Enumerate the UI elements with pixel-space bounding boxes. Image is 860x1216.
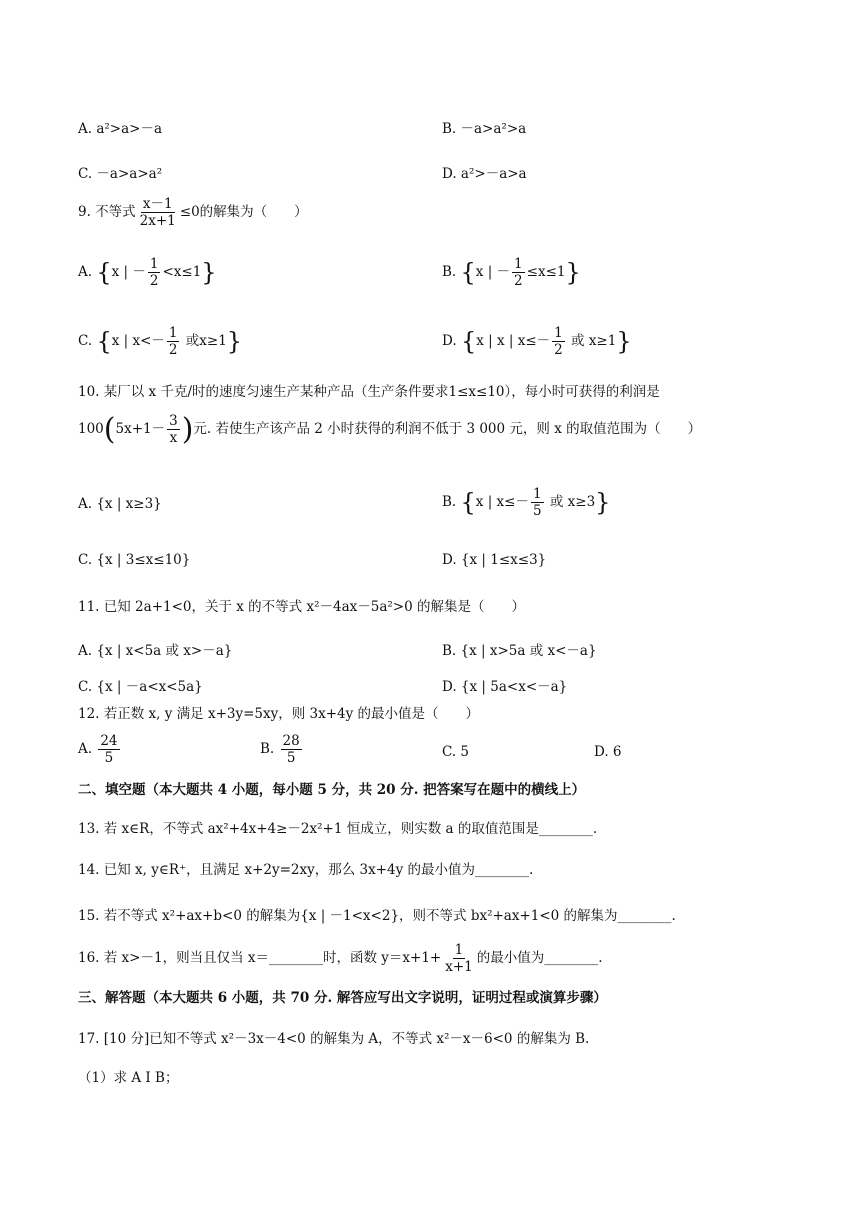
q10-option-a: A. {x | x≥3}	[78, 496, 162, 512]
q10-option-c: C. {x | 3≤x≤10}	[78, 552, 191, 568]
q9-option-c: C. {x | x<－ $\frac{1}{2}$ 或x≥1}	[78, 325, 243, 358]
q12-option-b: B. $\frac{28}{5}$	[260, 733, 300, 766]
q9-option-d: D. {x | x | x≤－ $\frac{1}{2}$ 或 x≥1}	[442, 325, 632, 358]
question-12-stem: 12. 若正数 x, y 满足 x+3y=5xy，则 3x+4y 的最小值是（ ）	[78, 706, 480, 722]
question-17-part-1: （1）求 A I B；	[78, 1070, 179, 1086]
q9-option-b: B. {x | － $\frac{1}{2}$ ≤x≤1}	[442, 256, 581, 289]
q11-option-a: A. {x | x<5a 或 x>－a}	[78, 643, 233, 659]
q10-option-b: B. {x | x≤－ $\frac{1}{5}$ 或 x≥3}	[442, 486, 611, 519]
q8-option-c: C. －a>a>a²	[78, 166, 163, 182]
q8-option-b: B. －a>a²>a	[442, 121, 527, 137]
q10-option-d: D. {x | 1≤x≤3}	[442, 552, 547, 568]
question-9-stem: 9. 不等式 $\frac{x-1}{2x+1}$ ≤0的解集为（ ）	[78, 196, 308, 229]
q12-option-c: C. 5	[442, 744, 470, 760]
q12-option-d: D. 6	[594, 744, 622, 760]
q9-option-a: A. {x | － $\frac{1}{2}$ <x≤1}	[78, 256, 217, 289]
question-16: 16. 若 x>－1，则当且仅当 x＝________时，函数 y＝x+1+ $\frac{1}{x+1}$ 的最小值为________.	[78, 942, 603, 975]
section-2-heading: 二、填空题（本大题共 4 小题，每小题 5 分，共 20 分. 把答案写在题中的横线上）	[78, 782, 586, 798]
question-10-stem-line2: 100(5x+1－ $\frac{3}{x}$ )元. 若使生产该产品 2 小时获得的利润不低于 3 000 元，则 x 的取值范围为（ ）	[78, 412, 702, 447]
question-14: 14. 已知 x, y∈R⁺，且满足 x+2y=2xy，那么 3x+4y 的最小值为________.	[78, 862, 534, 878]
question-13: 13. 若 x∈R，不等式 ax²+4x+4≥－2x²+1 恒成立，则实数 a 的取值范围是________.	[78, 821, 598, 837]
question-11-stem: 11. 已知 2a+1<0，关于 x 的不等式 x²－4ax－5a²>0 的解集是（ ）	[78, 599, 525, 615]
question-17: 17. [10 分]已知不等式 x²－3x－4<0 的解集为 A，不等式 x²－x－6<0 的解集为 B.	[78, 1031, 590, 1047]
question-10-stem: 10. 某厂以 x 千克/时的速度匀速生产某种产品（生产条件要求1≤x≤10），每小时可获得的利润是	[78, 384, 660, 400]
q11-option-b: B. {x | x>5a 或 x<－a}	[442, 643, 597, 659]
question-15: 15. 若不等式 x²+ax+b<0 的解集为{x | －1<x<2}，则不等式 bx²+ax+1<0 的解集为________.	[78, 908, 676, 924]
section-3-heading: 三、解答题（本大题共 6 小题，共 70 分. 解答应写出文字说明，证明过程或演算步骤）	[78, 990, 607, 1006]
q12-option-a: A. $\frac{24}{5}$	[78, 733, 118, 766]
q11-option-d: D. {x | 5a<x<－a}	[442, 679, 568, 695]
q11-option-c: C. {x | －a<x<5a}	[78, 679, 203, 695]
q8-option-d: D. a²>－a>a	[442, 166, 527, 182]
q8-option-a: A. a²>a>－a	[78, 121, 163, 137]
